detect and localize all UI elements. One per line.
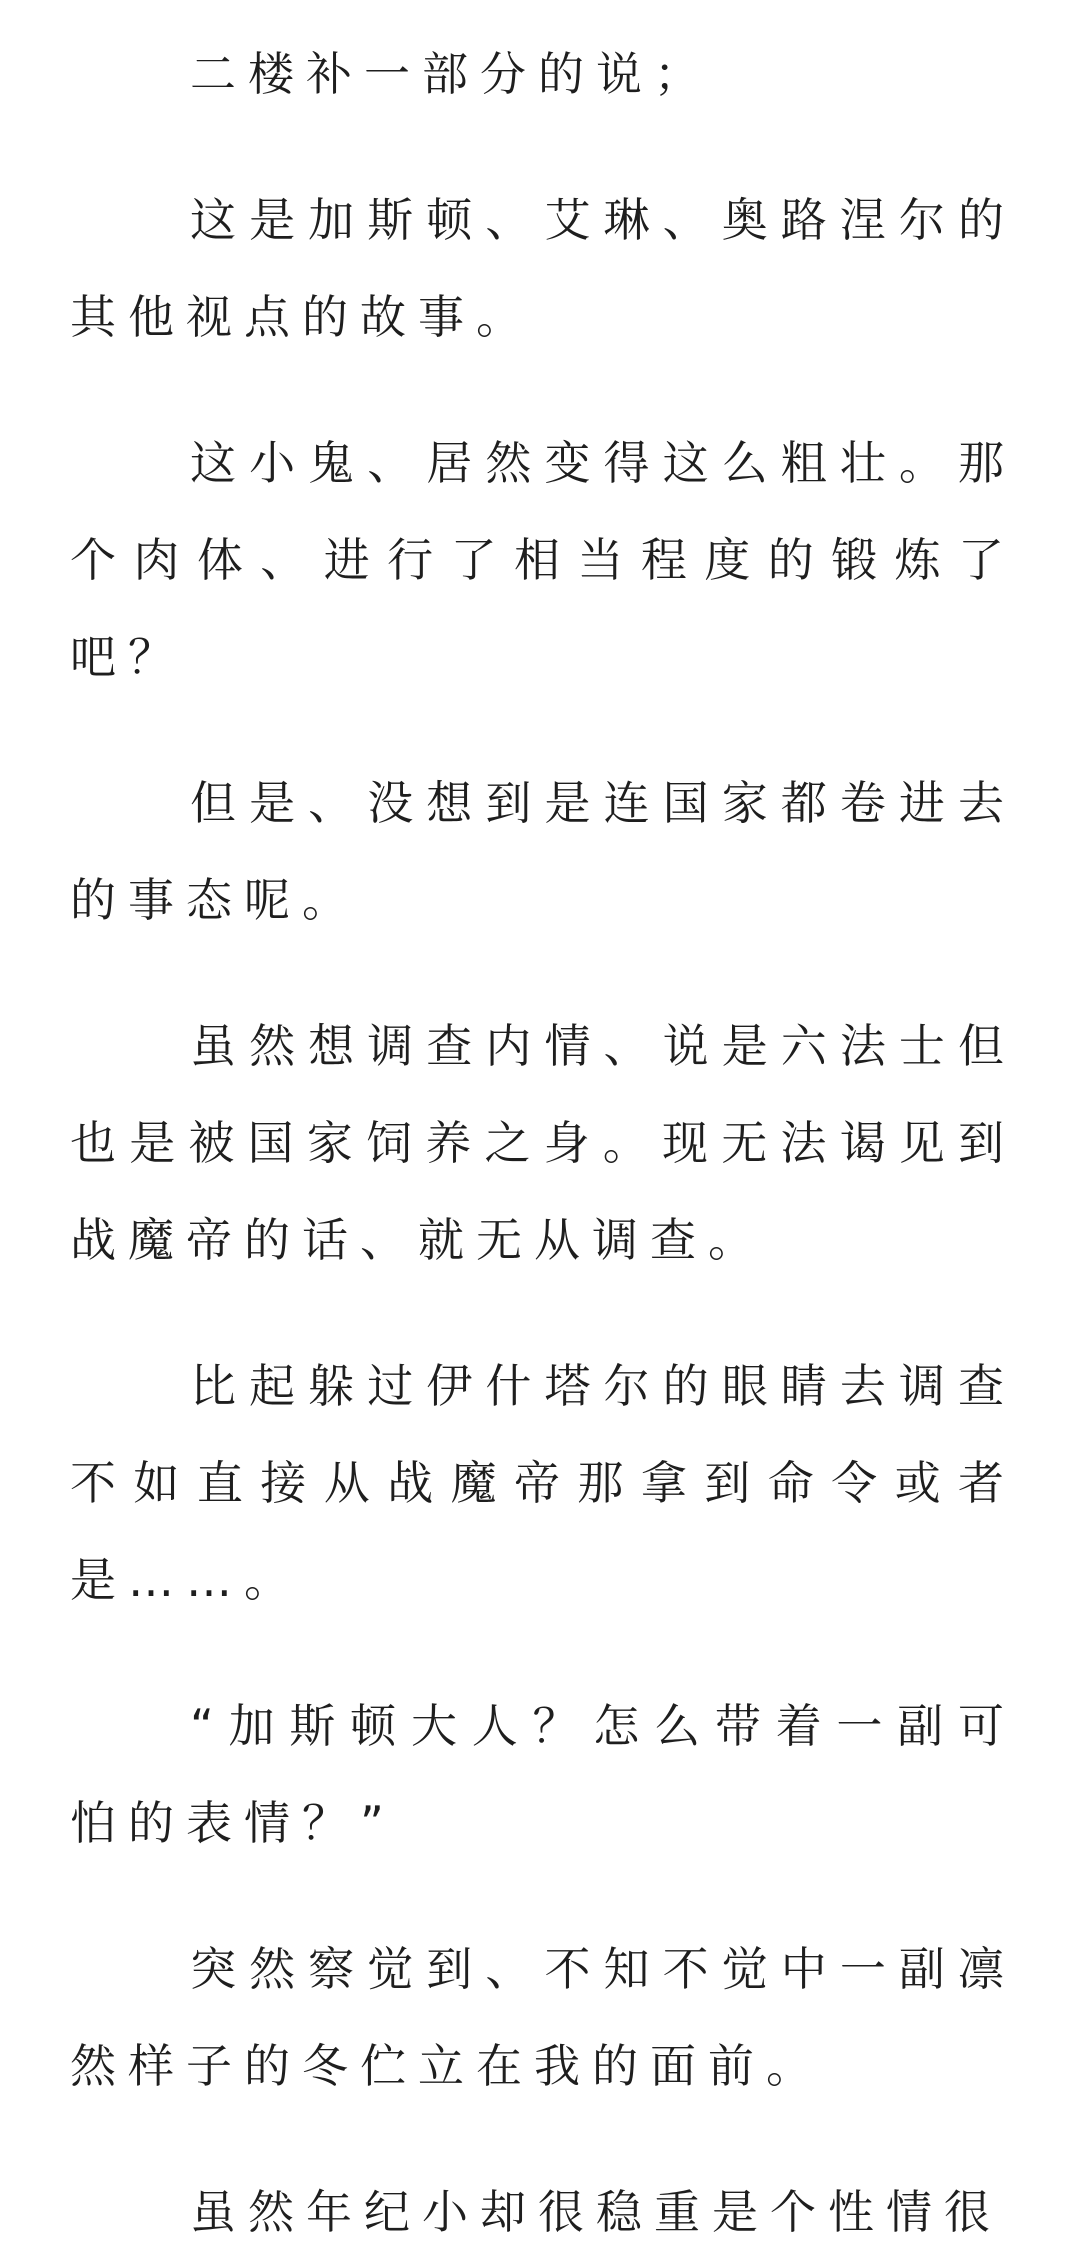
paragraph: 突然察觉到、不知不觉中一副凛然样子的冬伫立在我的面前。 (70, 1942, 1016, 2093)
paragraph: 这是加斯顿、艾琳、奥路涅尔的其他视点的故事。 (70, 193, 1016, 344)
paragraph: 虽然想调查内情、说是六法士但也是被国家饲养之身。现无法谒见到战魔帝的话、就无从调查。 (70, 1019, 1016, 1267)
paragraph: “加斯顿大人？怎么带着一副可怕的表情？” (70, 1699, 1016, 1850)
paragraph: 但是、没想到是连国家都卷进去的事态呢。 (70, 776, 1016, 927)
paragraph: 虽然年纪小却很稳重是个性情很 (190, 2185, 1002, 2239)
paragraph: 二楼补一部分的说； (190, 47, 712, 101)
paragraph: 比起躲过伊什塔尔的眼睛去调查不如直接从战魔帝那拿到命令或者是……。 (70, 1359, 1016, 1607)
paragraph: 这小鬼、居然变得这么粗壮。那个肉体、进行了相当程度的锻炼了吧？ (70, 436, 1016, 684)
